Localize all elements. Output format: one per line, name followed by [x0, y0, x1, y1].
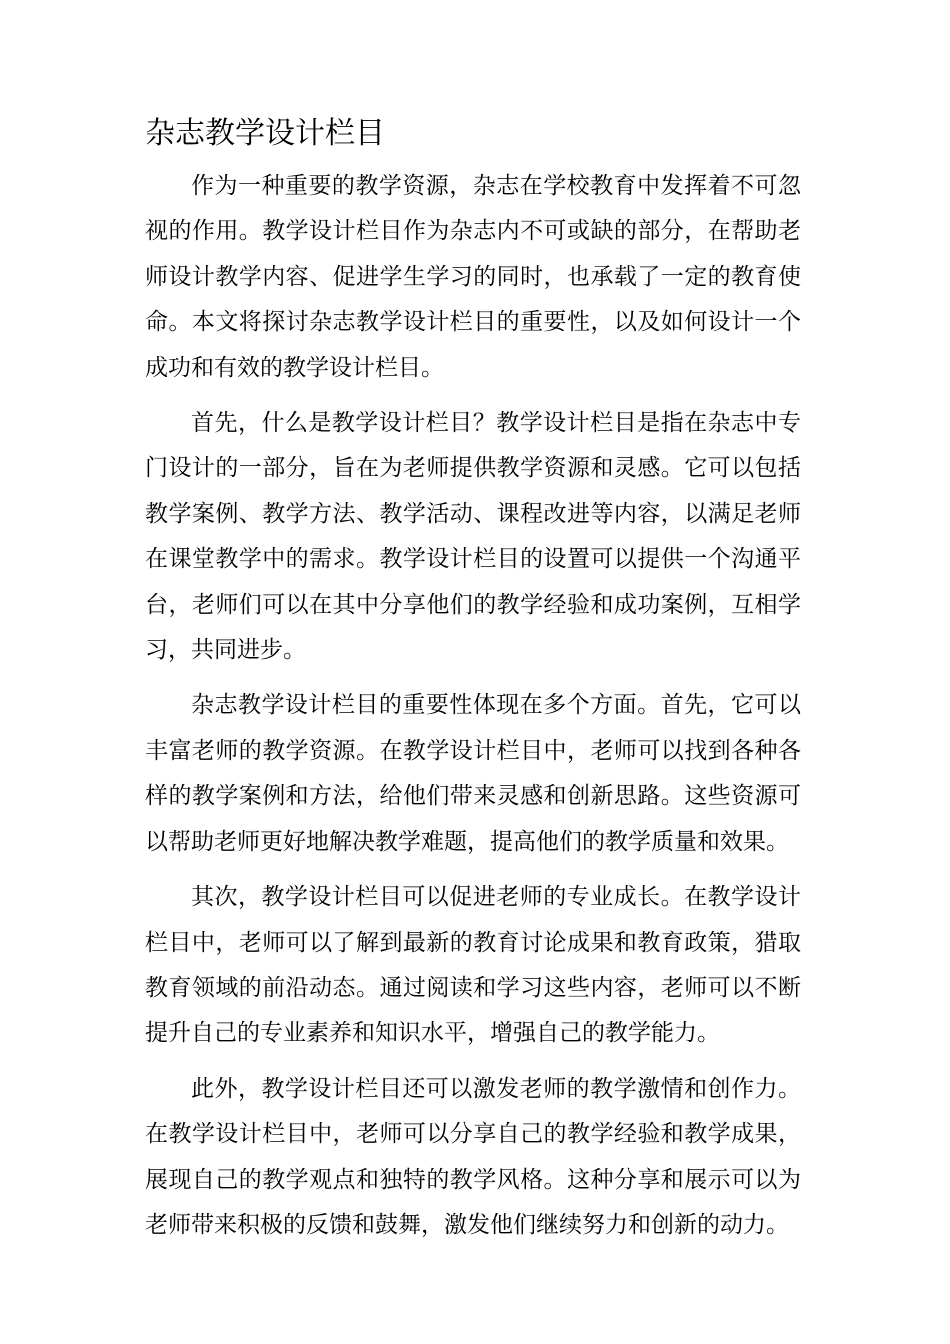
paragraph-5: 此外，教学设计栏目还可以激发老师的教学激情和创作力。在教学设计栏目中，老师可以分享自己的教学经验和教学成果，展现自己的教学观点和独特的教学风格。这种分享和展示可以为老师带来积极的反馈和鼓舞，激发他们继续努力和创新的动力。: [145, 1075, 801, 1238]
document-body: [145, 164, 801, 1258]
paragraph-2: 首先，什么是教学设计栏目？教学设计栏目是指在杂志中专门设计的一部分，旨在为老师提供教学资源和灵感。它可以包括教学案例、教学方法、教学活动、课程改进等内容，以满足老师在课堂教学中的需求。教学设计栏目的设置可以提供一个沟通平台，老师们可以在其中分享他们的教学经验和成功案例，互相学习，共同进步。: [145, 410, 801, 664]
document-title: 杂志教学设计栏目: [145, 116, 385, 151]
paragraph-4: 其次，教学设计栏目可以促进老师的专业成长。在教学设计栏目中，老师可以了解到最新的教育讨论成果和教育政策，猎取教育领域的前沿动态。通过阅读和学习这些内容，老师可以不断提升自己的专业素养和知识水平，增强自己的教学能力。: [145, 884, 801, 1047]
paragraph-1: 作为一种重要的教学资源，杂志在学校教育中发挥着不可忽视的作用。教学设计栏目作为杂志内不可或缺的部分，在帮助老师设计教学内容、促进学生学习的同时，也承载了一定的教育使命。本文将探讨杂志教学设计栏目的重要性，以及如何设计一个成功和有效的教学设计栏目。: [145, 173, 801, 381]
paragraph-3: 杂志教学设计栏目的重要性体现在多个方面。首先，它可以丰富老师的教学资源。在教学设计栏目中，老师可以找到各种各样的教学案例和方法，给他们带来灵感和创新思路。这些资源可以帮助老师更好地解决教学难题，提高他们的教学质量和效果。: [145, 692, 801, 855]
